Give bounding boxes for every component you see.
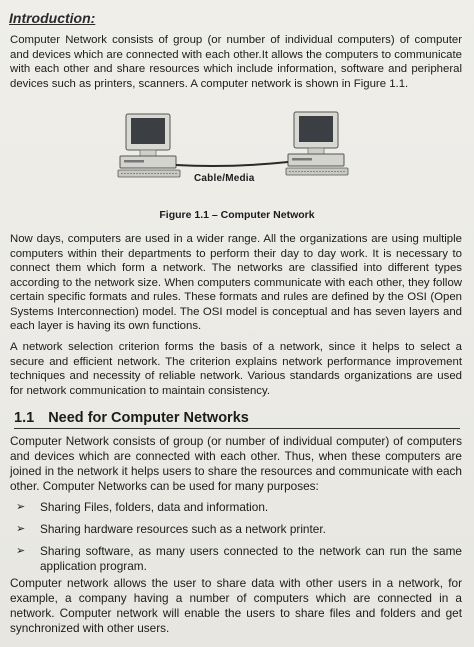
purpose-list [14,500,462,581]
selection-criterion-paragraph: A network selection criterion forms the basis of a network, since it helps to select a secure and efficient network. The criterion explains network performance improvement techniques and necessity of reliable network. Various standards organizations are used for network communication to maintain consistency. [10,341,462,397]
right-computer-icon [286,112,348,175]
list-item-text: Sharing hardware resources such as a network printer. [40,522,326,536]
section-title: Need for Computer Networks [48,410,249,426]
section-number: 1.1 [14,410,35,426]
left-computer-icon [118,114,180,177]
figure-caption: Figure 1.1 – Computer Network [159,209,315,221]
list-item-text: Sharing software, as many users connected to the network can run the same application program. [40,544,462,573]
arrow-bullet-icon: ➢ [16,501,26,513]
list-item-text: Sharing Files, folders, data and information. [40,500,269,514]
intro-paragraph: Computer Network consists of group (or number of individual computers) of computer and devices which are connected with each other.It allows the computers to communicate with each other and share resources which include information, software and peripheral devices such as printers, scanners. A computer network is shown in Figure 1.1. [10,34,462,90]
closing-paragraph: Computer network allows the user to share data with other users in a network, for example, a company having a number of computers which are connected in a network. Computer network will enable the users to share files and folders and get synchronized with other users. [10,576,462,635]
section-heading [14,410,460,429]
section-intro-paragraph: Computer Network consists of group (or number of individual computer) of computers and devices which are connected with each other. Thus, when these computers are joined in the network it helps users to share the resources and communicate with each other. Computer Networks can be used for many purposes: [10,434,462,493]
computer-network-figure [110,110,360,196]
network-cable [176,162,288,166]
list-item [14,500,462,515]
list-item [14,544,462,574]
nowadays-paragraph: Now days, computers are used in a wider range. All the organizations are using multiple computers within their departments to perform their day to day work. It is necessary to connect them which form a network. The networks are classified into different types according to the network size. When computers communicate with each other, they follow certain specific formats and rules. These formats and rules are defined by the OSI (Open Systems Interconnection) model. The OSI model is conceptual and has seven layers and each layer is having its own functions. [10,233,462,332]
arrow-bullet-icon: ➢ [16,545,26,557]
intro-heading: Introduction: [9,10,96,26]
cable-media-label: Cable/Media [194,173,255,184]
arrow-bullet-icon: ➢ [16,523,26,535]
list-item [14,522,462,537]
